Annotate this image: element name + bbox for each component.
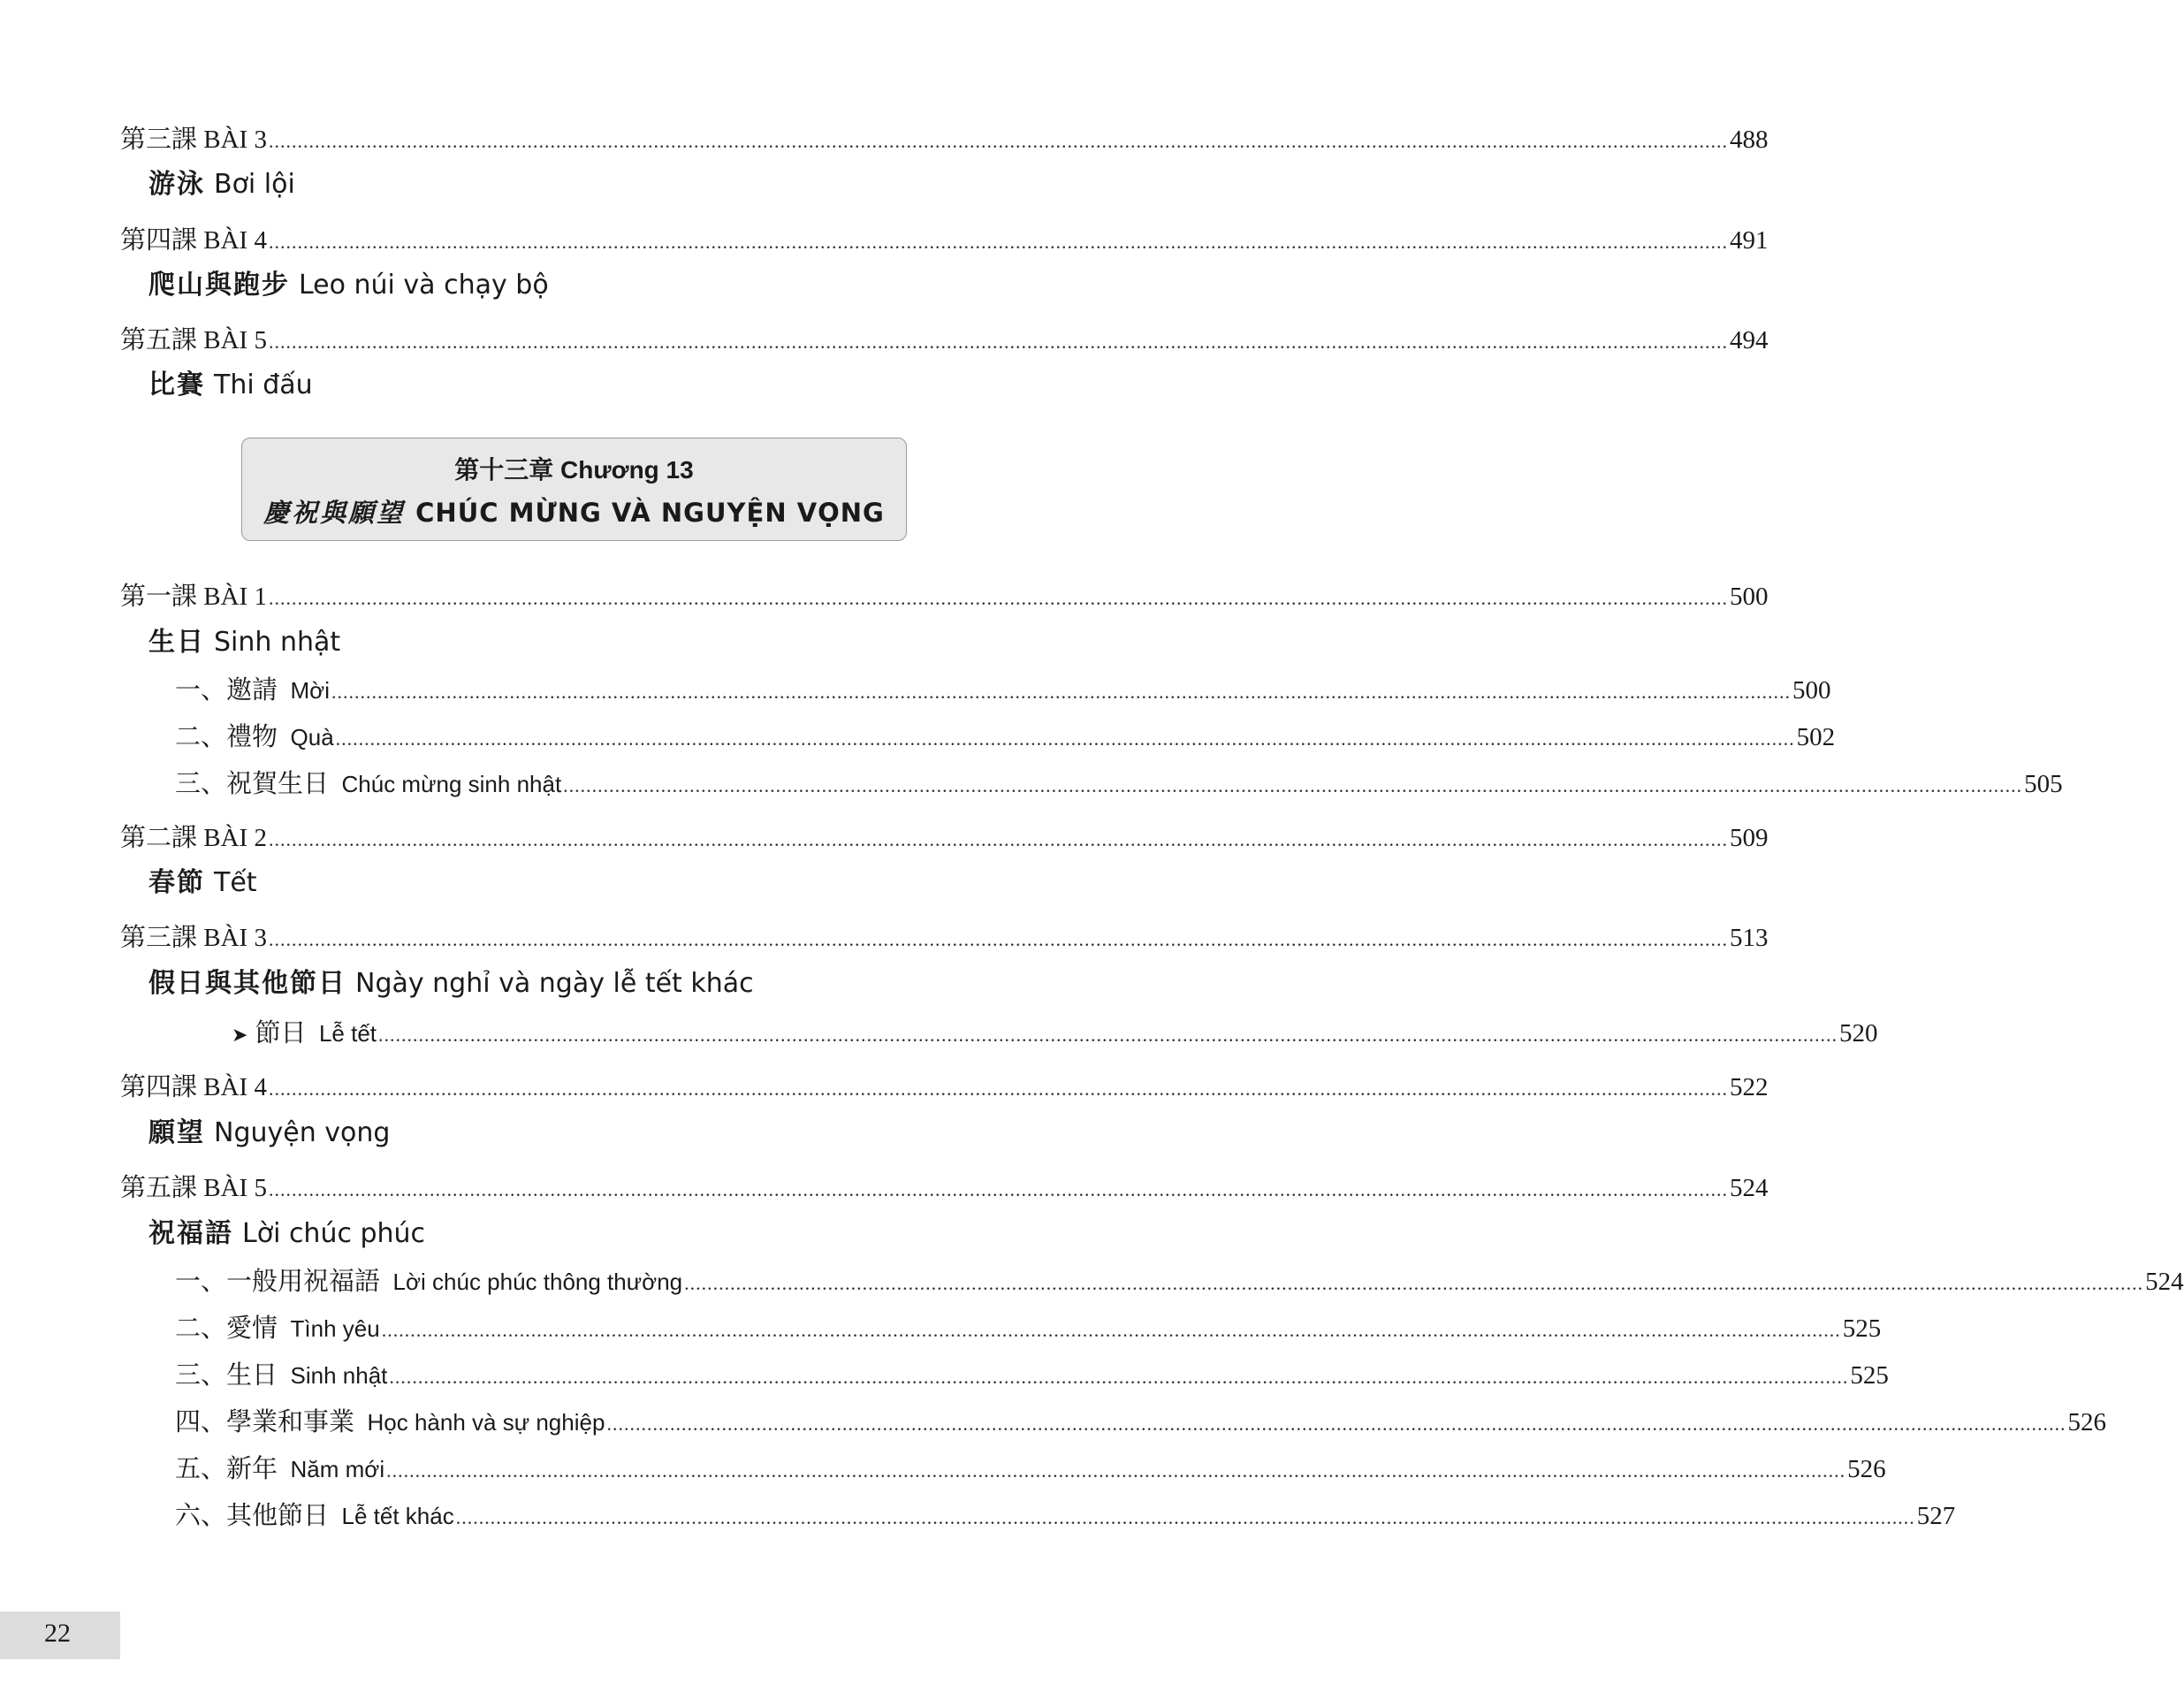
leader-dots: .............................................................................................................................................................................................................................................................. bbox=[684, 1272, 2144, 1294]
lesson-bai: BÀI 2 bbox=[203, 824, 267, 852]
leader-dots: .............................................................................................................................................................................................................................................................. bbox=[563, 774, 2023, 796]
leader-dots: .............................................................................................................................................................................................................................................................. bbox=[268, 587, 1728, 609]
page-ref: 500 bbox=[1792, 676, 1831, 705]
lesson-title-cn: 爬山與跑步 bbox=[148, 270, 290, 301]
page-ref: 525 bbox=[1842, 1314, 1882, 1343]
arrowhead-bullet-icon: ➤ bbox=[232, 1025, 248, 1047]
leader-dots: .............................................................................................................................................................................................................................................................. bbox=[268, 928, 1728, 950]
chapter-title bbox=[242, 493, 906, 530]
page-ref: 526 bbox=[1847, 1455, 1886, 1483]
page-ref: 513 bbox=[1729, 924, 1769, 952]
lesson-title-vi: Lời chúc phúc bbox=[242, 1218, 426, 1249]
lesson-bai: BÀI 5 bbox=[203, 326, 267, 354]
leader-dots: .............................................................................................................................................................................................................................................................. bbox=[331, 681, 1791, 703]
leader-dots: .............................................................................................................................................................................................................................................................. bbox=[455, 1506, 1915, 1528]
page-ref: 527 bbox=[1916, 1502, 1956, 1530]
sub-cn: 一、邀請 bbox=[175, 676, 278, 705]
toc-entry-lesson[interactable] bbox=[120, 324, 1769, 358]
sub-cn: 六、其他節日 bbox=[175, 1502, 330, 1530]
leader-dots: .............................................................................................................................................................................................................................................................. bbox=[268, 331, 1728, 353]
leader-dots: .............................................................................................................................................................................................................................................................. bbox=[268, 1178, 1728, 1200]
page-ref: 500 bbox=[1729, 583, 1769, 611]
page-ref: 520 bbox=[1839, 1019, 1878, 1048]
page-ref: 491 bbox=[1729, 226, 1769, 255]
leader-dots: .............................................................................................................................................................................................................................................................. bbox=[381, 1319, 1841, 1341]
toc-entry-lesson[interactable] bbox=[120, 1071, 1769, 1105]
chapter-number: 第十三章 Chương 13 bbox=[454, 456, 694, 484]
lesson-code: 第三課 bbox=[120, 924, 198, 952]
sub-vi: Tình yêu bbox=[290, 1315, 380, 1342]
lesson-title-vi: Thi đấu bbox=[214, 370, 313, 400]
lesson-title-cn: 願望 bbox=[148, 1117, 205, 1148]
lesson-code: 第五課 bbox=[120, 326, 198, 354]
toc-entry-sub[interactable] bbox=[175, 1266, 2184, 1299]
page-ref: 524 bbox=[1729, 1174, 1769, 1202]
lesson-title-cn: 比賽 bbox=[148, 370, 205, 400]
lesson-title-cn: 春節 bbox=[148, 867, 205, 898]
lesson-title bbox=[148, 866, 257, 900]
lesson-code: 第四課 bbox=[120, 226, 198, 255]
toc-entry-lesson[interactable] bbox=[120, 124, 1769, 157]
lesson-title-cn: 游泳 bbox=[148, 169, 205, 200]
toc-entry-lesson[interactable] bbox=[120, 822, 1769, 856]
lesson-code: 第二課 bbox=[120, 824, 198, 852]
sub-cn: 四、學業和事業 bbox=[175, 1408, 355, 1436]
lesson-bai: BÀI 4 bbox=[203, 1073, 267, 1101]
toc-entry-sub[interactable] bbox=[175, 768, 2063, 802]
page-ref: 509 bbox=[1729, 824, 1769, 852]
sub-vi: Sinh nhật bbox=[290, 1362, 388, 1389]
toc-entry-sub[interactable] bbox=[175, 1453, 1886, 1487]
sub-cn: 節日 bbox=[255, 1019, 307, 1048]
lesson-title-cn: 假日與其他節日 bbox=[148, 968, 346, 999]
toc-entry-lesson[interactable] bbox=[120, 922, 1769, 956]
toc-entry-lesson[interactable] bbox=[120, 225, 1769, 258]
lesson-title bbox=[148, 369, 313, 402]
page-ref: 488 bbox=[1729, 126, 1769, 154]
toc-entry-sub[interactable] bbox=[175, 674, 1831, 708]
chapter-header bbox=[241, 438, 907, 541]
sub-vi: Học hành và sự nghiệp bbox=[367, 1409, 605, 1436]
sub-vi: Lễ tết khác bbox=[341, 1503, 454, 1529]
page-ref: 494 bbox=[1729, 326, 1769, 354]
leader-dots: .............................................................................................................................................................................................................................................................. bbox=[335, 728, 1795, 750]
lesson-title-vi: Sinh nhật bbox=[214, 627, 341, 658]
lesson-bai: BÀI 1 bbox=[203, 583, 267, 611]
chapter-title-cn: 慶祝與願望 bbox=[263, 498, 406, 528]
toc-entry-sub[interactable] bbox=[175, 721, 1836, 755]
leader-dots: .............................................................................................................................................................................................................................................................. bbox=[389, 1366, 1849, 1388]
page-ref: 526 bbox=[2067, 1408, 2106, 1436]
leader-dots: .............................................................................................................................................................................................................................................................. bbox=[268, 828, 1728, 850]
lesson-title-cn: 生日 bbox=[148, 627, 205, 658]
lesson-bai: BÀI 3 bbox=[203, 126, 267, 154]
page-ref: 502 bbox=[1796, 723, 1836, 751]
lesson-title-vi: Tết bbox=[214, 867, 257, 898]
lesson-title bbox=[148, 1116, 390, 1150]
sub-cn: 二、愛情 bbox=[175, 1314, 278, 1343]
leader-dots: .............................................................................................................................................................................................................................................................. bbox=[378, 1024, 1838, 1046]
toc-entry-lesson[interactable] bbox=[120, 581, 1769, 614]
lesson-title bbox=[148, 1217, 425, 1251]
lesson-title-cn: 祝福語 bbox=[148, 1218, 233, 1249]
sub-cn: 五、新年 bbox=[175, 1455, 278, 1483]
lesson-code: 第一課 bbox=[120, 583, 198, 611]
chapter-title-vi: CHÚC MỪNG VÀ NGUYỆN VỌNG bbox=[415, 498, 885, 528]
lesson-bai: BÀI 4 bbox=[203, 226, 267, 255]
sub-vi: Quà bbox=[290, 724, 334, 750]
toc-entry-sub[interactable] bbox=[175, 1360, 1889, 1393]
sub-vi: Năm mới bbox=[290, 1456, 385, 1482]
leader-dots: .............................................................................................................................................................................................................................................................. bbox=[268, 1078, 1728, 1100]
sub-vi: Mời bbox=[290, 677, 330, 704]
lesson-title-vi: Ngày nghỉ và ngày lễ tết khác bbox=[355, 968, 754, 999]
lesson-title bbox=[148, 269, 549, 302]
page-ref: 522 bbox=[1729, 1073, 1769, 1101]
sub-cn: 三、祝賀生日 bbox=[175, 770, 330, 798]
leader-dots: .............................................................................................................................................................................................................................................................. bbox=[606, 1413, 2066, 1435]
lesson-title-vi: Leo núi và chạy bộ bbox=[299, 270, 549, 301]
sub-vi: Lễ tết bbox=[318, 1020, 377, 1047]
lesson-bai: BÀI 5 bbox=[203, 1174, 267, 1202]
sub-cn: 三、生日 bbox=[175, 1361, 278, 1390]
toc-entry-sub[interactable] bbox=[175, 1313, 1882, 1346]
toc-entry-lesson[interactable] bbox=[120, 1172, 1769, 1206]
leader-dots: .............................................................................................................................................................................................................................................................. bbox=[268, 231, 1728, 253]
toc-entry-sub[interactable] bbox=[175, 1406, 2106, 1440]
leader-dots: .............................................................................................................................................................................................................................................................. bbox=[268, 130, 1728, 152]
page-ref: 505 bbox=[2024, 770, 2063, 798]
lesson-code: 第五課 bbox=[120, 1174, 198, 1202]
lesson-title-vi: Bơi lội bbox=[214, 169, 295, 200]
lesson-title-vi: Nguyện vọng bbox=[214, 1117, 391, 1148]
sub-vi: Chúc mừng sinh nhật bbox=[341, 771, 562, 797]
leader-dots: .............................................................................................................................................................................................................................................................. bbox=[386, 1459, 1846, 1482]
toc-entry-subsub[interactable] bbox=[232, 1017, 1878, 1052]
sub-cn: 二、禮物 bbox=[175, 723, 278, 751]
lesson-title bbox=[148, 626, 340, 659]
sub-vi: Lời chúc phúc thông thường bbox=[392, 1269, 683, 1295]
lesson-bai: BÀI 3 bbox=[203, 924, 267, 952]
toc-entry-sub[interactable] bbox=[175, 1500, 1956, 1534]
sub-cn: 一、一般用祝福語 bbox=[175, 1268, 381, 1296]
page-ref: 524 bbox=[2145, 1268, 2184, 1296]
lesson-title bbox=[148, 967, 754, 1001]
lesson-code: 第三課 bbox=[120, 126, 198, 154]
lesson-code: 第四課 bbox=[120, 1073, 198, 1101]
lesson-title bbox=[148, 168, 295, 202]
page-number: 22 bbox=[44, 1619, 71, 1648]
page-ref: 525 bbox=[1850, 1361, 1889, 1390]
